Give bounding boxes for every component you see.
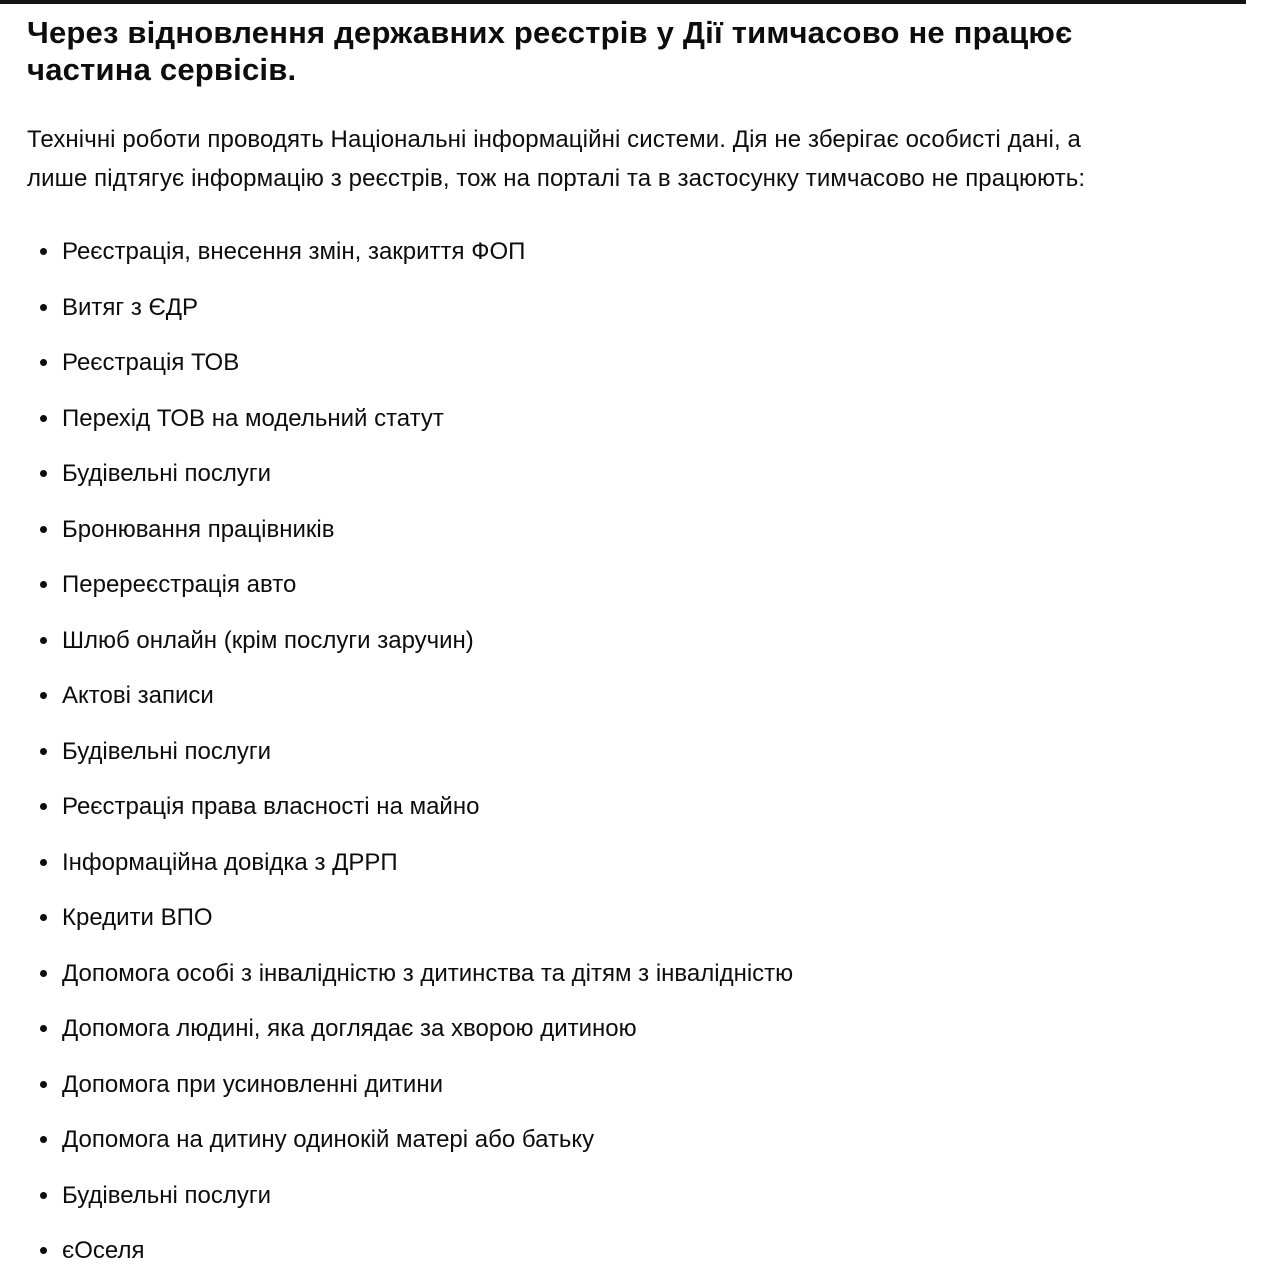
bullet-icon bbox=[40, 1247, 47, 1254]
list-item-label: Реєстрація ТОВ bbox=[62, 349, 240, 376]
list-item bbox=[27, 848, 1249, 878]
list-item-label: Шлюб онлайн (крім послуги заручин) bbox=[62, 626, 474, 654]
intro-line: Технічні роботи проводять Національні інформаційні системи. Дія не зберігає особисті дані, а bbox=[27, 126, 1081, 153]
unavailable-services-list bbox=[27, 237, 1249, 1266]
list-item bbox=[27, 237, 1249, 267]
list-item-label: Будівельні послуги bbox=[62, 737, 272, 765]
list-item bbox=[27, 404, 1249, 434]
bullet-icon bbox=[40, 803, 47, 810]
bullet-icon bbox=[40, 914, 47, 921]
list-item bbox=[27, 459, 1249, 489]
list-item bbox=[27, 1125, 1249, 1155]
list-item bbox=[27, 737, 1249, 767]
list-item-label: Актові записи bbox=[62, 682, 214, 709]
bullet-icon bbox=[40, 1192, 47, 1199]
bullet-icon bbox=[40, 581, 47, 588]
announcement bbox=[0, 4, 1269, 1286]
bullet-icon bbox=[40, 304, 47, 311]
list-item bbox=[27, 348, 1249, 378]
list-item bbox=[27, 626, 1249, 656]
intro-line: лише підтягує інформацію з реєстрів, тож на порталі та в застосунку тимчасово не працюють: bbox=[27, 165, 1086, 192]
list-item bbox=[27, 1236, 1249, 1266]
list-item-label: Витяг з ЄДР bbox=[62, 293, 199, 321]
bullet-icon bbox=[40, 692, 47, 699]
bullet-icon bbox=[40, 1025, 47, 1032]
bullet-icon bbox=[40, 359, 47, 366]
list-item bbox=[27, 1070, 1249, 1100]
list-item-label: Будівельні послуги bbox=[62, 460, 272, 487]
list-item-label: Реєстрація, внесення змін, закриття ФОП bbox=[62, 238, 526, 265]
list-item-label: Перереєстрація авто bbox=[62, 571, 297, 598]
list-item-label: Кредити ВПО bbox=[62, 904, 213, 931]
bullet-icon bbox=[40, 1136, 47, 1143]
bullet-icon bbox=[40, 748, 47, 755]
list-item bbox=[27, 570, 1249, 600]
list-item-label: Будівельні послуги bbox=[62, 1181, 272, 1209]
list-item-label: Допомога особі з інвалідністю з дитинства та дітям з інвалідністю bbox=[62, 959, 794, 987]
bullet-icon bbox=[40, 526, 47, 533]
bullet-icon bbox=[40, 1081, 47, 1088]
list-item bbox=[27, 959, 1249, 989]
title-line: частина сервісів. bbox=[27, 52, 297, 87]
list-item-label: Допомога на дитину одинокій матері або батьку bbox=[62, 1126, 595, 1153]
list-item bbox=[27, 293, 1249, 323]
list-item-label: Бронювання працівників bbox=[62, 515, 335, 543]
bullet-icon bbox=[40, 637, 47, 644]
list-item bbox=[27, 1181, 1249, 1211]
list-item bbox=[27, 903, 1249, 933]
list-item-label: Реєстрація права власності на майно bbox=[62, 793, 480, 820]
bullet-icon bbox=[40, 859, 47, 866]
bullet-icon bbox=[40, 470, 47, 477]
list-item bbox=[27, 681, 1249, 711]
list-item bbox=[27, 792, 1249, 822]
page-title bbox=[27, 14, 1249, 88]
list-item-label: єОселя bbox=[62, 1237, 145, 1264]
list-item-label: Інформаційна довідка з ДРРП bbox=[62, 848, 398, 876]
list-item bbox=[27, 515, 1249, 545]
list-item-label: Допомога людині, яка доглядає за хворою дитиною bbox=[62, 1015, 637, 1042]
bullet-icon bbox=[40, 970, 47, 977]
title-line: Через відновлення державних реєстрів у Дії тимчасово не працює bbox=[27, 15, 1073, 50]
list-item bbox=[27, 1014, 1249, 1044]
list-item-label: Перехід ТОВ на модельний статут bbox=[62, 404, 444, 432]
bullet-icon bbox=[40, 248, 47, 255]
bullet-icon bbox=[40, 415, 47, 422]
list-item-label: Допомога при усиновленні дитини bbox=[62, 1070, 443, 1098]
intro-paragraph bbox=[27, 120, 1249, 198]
